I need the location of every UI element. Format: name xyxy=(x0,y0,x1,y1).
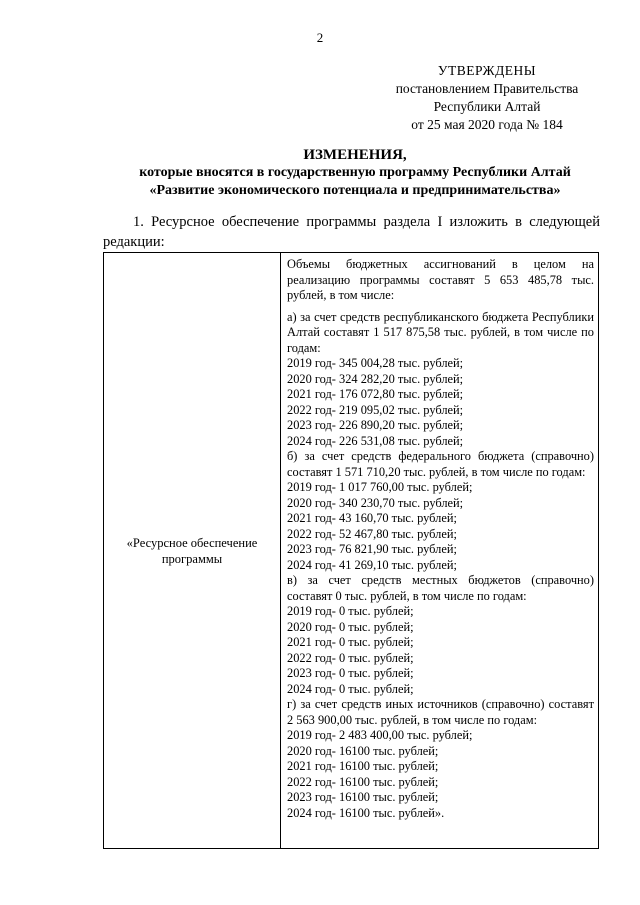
year-line: 2024 год- 0 тыс. рублей; xyxy=(287,681,414,696)
year-line: 2021 год- 16100 тыс. рублей; xyxy=(287,759,439,773)
intro-paragraph: 1. Ресурсное обеспечение программы раздела I изложить в следующей редакции: xyxy=(103,214,600,250)
year-line: 2019 год- 1 017 760,00 тыс. рублей; xyxy=(287,480,473,494)
total-text: Объемы бюджетных ассигнований в целом на реализацию программы составят 5 653 485,78 тыс. рублей, в том числе: xyxy=(287,257,594,302)
approval-date: от 25 мая 2020 года № 184 xyxy=(411,117,563,132)
year-line: 2022 год- 219 095,02 тыс. рублей; xyxy=(287,402,464,417)
year-line: 2019 год- 345 004,28 тыс. рублей; xyxy=(287,356,464,370)
document-heading xyxy=(0,146,640,200)
year-line: 2021 год- 0 тыс. рублей; xyxy=(287,635,414,649)
year-line: 2020 год- 16100 тыс. рублей; xyxy=(287,743,439,758)
year-line: 2022 год- 16100 тыс. рублей; xyxy=(287,774,439,789)
heading-line: которые вносятся в государственную программу Республики Алтай xyxy=(139,165,571,180)
year-line: 2023 год- 0 тыс. рублей; xyxy=(287,666,414,680)
year-line: 2024 год- 16100 тыс. рублей». xyxy=(287,805,445,820)
table-right-cell xyxy=(281,253,598,848)
section-a-intro: а) за счет средств республиканского бюджета Республики Алтай составят 1 517 875,58 тыс. рублей, в том числе по годам: xyxy=(287,309,594,355)
year-line: 2023 год- 16100 тыс. рублей; xyxy=(287,790,439,804)
section-b-years xyxy=(287,480,594,573)
year-line: 2022 год- 52 467,80 тыс. рублей; xyxy=(287,526,457,541)
year-line: 2019 год- 0 тыс. рублей; xyxy=(287,604,414,618)
approval-line: Республики Алтай xyxy=(433,99,541,114)
section-a-years xyxy=(287,356,594,449)
left-cell-label: «Ресурсное обеспечение программы xyxy=(126,535,258,566)
year-line: 2020 год- 324 282,20 тыс. рублей; xyxy=(287,371,464,386)
year-line: 2022 год- 0 тыс. рублей; xyxy=(287,650,414,665)
section-d-intro: г) за счет средств иных источников (справочно) составят 2 563 900,00 тыс. рублей, в том числе по годам: xyxy=(287,697,594,727)
section-c-years xyxy=(287,604,594,697)
year-line: 2023 год- 76 821,90 тыс. рублей; xyxy=(287,542,457,556)
resource-table xyxy=(103,252,599,849)
year-line: 2019 год- 2 483 400,00 тыс. рублей; xyxy=(287,728,473,742)
approval-line: постановлением Правительства xyxy=(395,81,579,96)
year-line: 2020 год- 0 тыс. рублей; xyxy=(287,619,414,634)
year-line: 2020 год- 340 230,70 тыс. рублей; xyxy=(287,495,464,510)
year-line: 2021 год- 176 072,80 тыс. рублей; xyxy=(287,387,464,401)
year-line: 2024 год- 226 531,08 тыс. рублей; xyxy=(287,433,464,448)
approval-title: УТВЕРЖДЕНЫ xyxy=(437,63,537,78)
section-d-years xyxy=(287,728,594,821)
heading-title: ИЗМЕНЕНИЯ, xyxy=(303,147,407,163)
heading-line: «Развитие экономического потенциала и предпринимательства» xyxy=(149,183,561,198)
year-line: 2021 год- 43 160,70 тыс. рублей; xyxy=(287,511,457,525)
section-c-intro: в) за счет средств местных бюджетов (справочно) составят 0 тыс. рублей, в том числе по годам: xyxy=(287,573,594,603)
approval-block xyxy=(372,62,602,134)
section-b-intro: б) за счет средств федерального бюджета (справочно) составят 1 571 710,20 тыс. рублей, в том числе по годам: xyxy=(287,449,594,479)
year-line: 2023 год- 226 890,20 тыс. рублей; xyxy=(287,418,464,432)
year-line: 2024 год- 41 269,10 тыс. рублей; xyxy=(287,557,457,572)
page-number: 2 xyxy=(316,30,324,45)
table-left-cell xyxy=(104,253,281,848)
